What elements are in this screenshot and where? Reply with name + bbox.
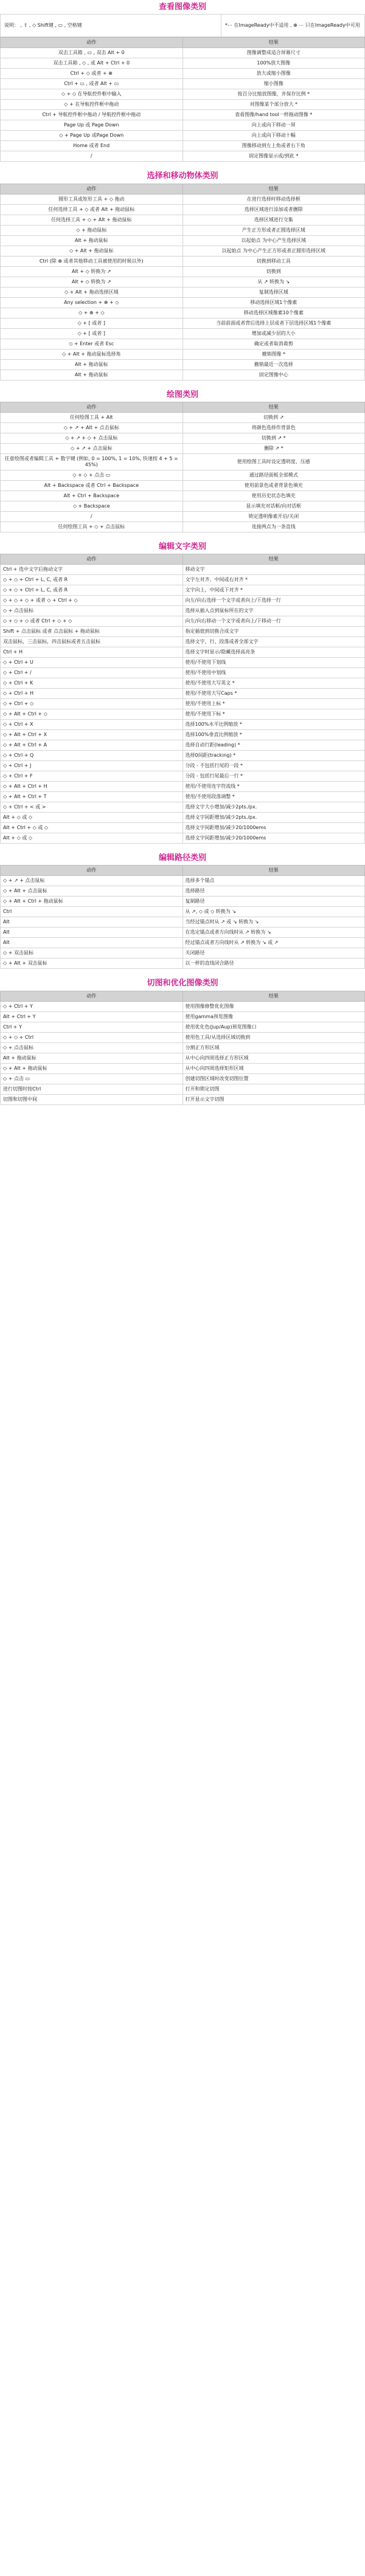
table-row [1,720,365,730]
result-cell: 选择100%水平比例缩放 * [182,720,365,730]
action-cell: 双击工具箱 , ◇ , 或 Alt + Ctrl + 0 [1,58,183,69]
action-cell: 双击工具箱 , ▭ , 双击 Alt + 0 [1,48,183,58]
result-cell: 使用/不使用中划线 [182,668,365,678]
result-cell: 从 ↗, ◇ 或 ◇ 转换为 ↘ [182,907,365,917]
action-cell: ◇ + [ 或者 ] [1,318,183,328]
table-row [1,58,365,69]
action-cell: 任何绘图工具 + ◇ + 点击鼠标 [1,522,183,532]
shortcut-table [0,554,365,844]
action-cell: 任何绘图工具 + Alt [1,412,183,422]
action-cell: Alt + 拖动鼠标 [1,1053,183,1063]
action-cell: Alt [1,917,183,928]
table-row [1,235,365,246]
result-cell: 向左/向右选择一个文字或者向上/下选择一行 [182,596,365,606]
section-gap [0,969,365,976]
table-row [1,647,365,658]
action-cell: ◇ + 点击鼠标 [1,606,183,616]
result-cell: 连接两点为一条直线 [182,522,365,532]
table-row [1,204,365,215]
action-cell: ◇ + ◇ + 点击 ▭ [1,470,183,480]
action-cell: ◇ + Ctrl + J [1,761,183,771]
action-cell: Alt + Ctrl + Y [1,1011,183,1022]
table-row [1,948,365,959]
action-cell: ◇ + ◇ + Ctrl [1,1032,183,1042]
section-title: 绘图类别 [166,390,198,399]
result-cell: 通过路径面板全部模式 [182,470,365,480]
action-cell: Alt + 拖动鼠标 [1,370,183,380]
result-cell: 产生正方形或者正圆选择区域 [182,225,365,235]
table-row [1,470,365,480]
result-cell: 分割正方形区域 [182,1042,365,1053]
column-header-result: 结果 [182,184,365,194]
section-title: 编辑文字类别 [158,542,206,551]
table-row [1,585,365,596]
action-cell: Alt + Ctrl + ◇ 或 ◇ [1,823,183,833]
table-row [1,876,365,886]
action-cell: 进行切图时按Ctrl [1,1084,183,1094]
action-cell: ◇ + ◇ + Ctrl + L, C, 或者 R [1,585,183,596]
action-cell: ◇ + 拖动鼠标 [1,225,183,235]
result-cell: 选择多个锚点 [182,876,365,886]
action-cell: 任意绘图或者编辑工具 + 数字键 (例如, 0 = 100%, 1 = 10%, 快速按 4 + 5 = 45%) [1,453,183,470]
column-header-result: 结果 [182,402,365,412]
section-gap [0,844,365,851]
action-cell: 切图和切图中间 [1,1094,183,1104]
table-row [1,318,365,328]
result-cell: 从 ↗ 转换为 ↘ [182,277,365,287]
table-row [1,1032,365,1042]
result-cell: 从中心向四周选择矩形区域 [182,1063,365,1073]
action-cell: ◇ + Ctrl + < 或 > [1,802,183,813]
table-row [1,1001,365,1011]
table-row [1,266,365,277]
action-cell: ◇ + 点击鼠标 [1,1042,183,1053]
column-header-action: 动作 [1,402,183,412]
result-cell: 以一样的直线闭合路径 [182,959,365,969]
table-row [1,802,365,813]
result-cell: 图像调整成适合屏幕尺寸 [182,48,365,58]
table-row [1,225,365,235]
shortcut-table [0,865,365,969]
action-cell: ◇ + 点击 ▭ [1,1073,183,1084]
result-cell: 使用优化色(Jup/Aup)预览图像口 [182,1022,365,1032]
section-gap [0,162,365,169]
action-cell: ◇ + Alt + Ctrl + T [1,792,183,802]
table-row [1,131,365,141]
column-header-action: 动作 [1,866,183,876]
table-row [1,308,365,318]
result-cell: 分段 - 包括行尾最后一行 * [182,771,365,782]
column-header-result: 结果 [182,38,365,48]
table-row [1,412,365,422]
action-cell: Shift + 点击鼠标 或者 点击鼠标 + 拖动鼠标 [1,627,183,637]
table-row [1,277,365,287]
result-cell: 指定插值到切换合成文字 [182,627,365,637]
result-cell: 100%放大图像 [182,58,365,69]
table-row [1,1073,365,1084]
action-cell: ◇ + Ctrl + F [1,771,183,782]
table-row [1,740,365,751]
table-row [1,938,365,948]
result-cell: 切换到移动工具 [182,256,365,266]
shortcut-reference-document [0,0,365,1112]
action-cell: Alt + ◇ 转换为 ↗ [1,266,183,277]
section-gap [0,381,365,388]
action-cell: Alt + Ctrl + Backspace [1,491,183,501]
result-cell: 选择文字间距增加/减少20/1000ems [182,823,365,833]
result-cell: 打开和锁定切图 [182,1084,365,1094]
column-header-action: 动作 [1,554,183,565]
result-cell: 使用绘图工具时设定透明度、压感 [182,453,365,470]
result-cell: 选择文字间距增加/减少20/1000ems [182,833,365,844]
result-cell: 使用/不使用大写Caps * [182,689,365,699]
result-cell: 经过锚点或者方向线时从 ↗ 转换为 ↘ 或 ↗ [182,938,365,948]
column-header-action: 动作 [1,184,183,194]
action-cell: Home 或者 End [1,141,183,151]
table-row [1,339,365,349]
table-row [1,110,365,120]
result-cell: 选择区域进行添加或者删除 [182,204,365,215]
section-title: 查看图像类别 [158,2,206,12]
action-cell: 双击鼠标，三击鼠标，四击鼠标或者五击鼠标 [1,637,183,647]
result-cell: 按百分比缩放图像，并保存比例 * [182,89,365,100]
table-row [1,443,365,453]
action-cell: ◇ + ⊕ + ◇ [1,308,183,318]
result-cell: 删除 ↗ * [182,443,365,453]
action-cell: ◇ + Alt + 双击鼠标 [1,959,183,969]
table-row [1,813,365,823]
result-cell: 当经过锚点时从 ↗ 或 ↘ 转换为 ↘ [182,917,365,928]
table-row [1,689,365,699]
table-row [1,1084,365,1094]
table-row [1,256,365,266]
table-row [1,349,365,359]
table-row [1,917,365,928]
table-row [1,606,365,616]
table-row [1,678,365,689]
result-cell: 选择自动行距(leading) * [182,740,365,751]
result-cell: 移动文字 [182,565,365,575]
action-cell: 任何选择工具 + ◇ + Alt + 拖动鼠标 [1,215,183,225]
table-row [1,141,365,151]
table-row [1,246,365,256]
result-cell: 文字左对齐、中间或右对齐 * [182,575,365,585]
action-cell: ◇ + Ctrl + X [1,720,183,730]
table-row [1,1042,365,1053]
action-cell: Ctrl [1,907,183,917]
action-cell: 任何选择工具 + ◇ 或者 Alt + 拖动鼠标 [1,204,183,215]
action-cell: Ctrl + 选中文字后拖动文字 [1,565,183,575]
result-cell: 切换到 ↗ * [182,433,365,443]
table-row [1,433,365,443]
result-cell: 选择从插入点到鼠标所在的文字 [182,606,365,616]
result-cell: 移动选择区域1个像素 [182,297,365,308]
table-row [1,359,365,370]
action-cell: / [1,151,183,162]
result-cell: 选择100%垂直比例缩放 * [182,730,365,740]
table-row [1,100,365,110]
result-cell: 增加或减少层的大小 [182,328,365,339]
table-row [1,792,365,802]
table-row [1,328,365,339]
result-cell: 在进行选择时移动选择框 [182,194,365,204]
action-cell: Alt [1,938,183,948]
result-cell: 关闭路径 [182,948,365,959]
action-cell: Alt + 拖动鼠标 [1,359,183,370]
result-cell: 固定图像显示或/到此 * [182,151,365,162]
shortcut-table [0,402,365,532]
action-cell: ◇ + Alt + Ctrl + H [1,782,183,792]
table-row [1,480,365,491]
table-row [1,897,365,907]
result-cell: 显示填充对话框/向对话框 [182,501,365,511]
table-row [1,709,365,720]
action-cell: Ctrl + ▭ , 或者 Alt + ▭ [1,79,183,89]
table-row [1,1063,365,1073]
result-cell: 撤销最近一次选择 [182,359,365,370]
result-cell: 以起始点 为中心产生选择区域 [182,235,365,246]
result-cell: 图像移动到左上角或者右下角 [182,141,365,151]
shortcut-table [0,991,365,1105]
table-row [1,1094,365,1104]
result-cell: 使用/不使用上标 * [182,699,365,709]
table-row [1,730,365,740]
column-header-result: 结果 [182,866,365,876]
table-row [1,1053,365,1063]
result-cell: 撤销图像 * [182,349,365,359]
action-cell: ◇ + 双击鼠标 [1,948,183,959]
action-cell: ◇ + Ctrl + K [1,678,183,689]
table-row [1,89,365,100]
result-cell: 向上或向下移动一屏 [182,120,365,131]
table-row [1,194,365,204]
action-cell: ◇ + Alt + 拖动选择区域 [1,287,183,297]
action-cell: ◇ + Ctrl + U [1,658,183,668]
table-row [1,79,365,89]
column-header-action: 动作 [1,38,183,48]
result-cell: 使用/不使用连字符流线 * [182,782,365,792]
action-cell: ◇ + Alt + Ctrl + ◇ [1,709,183,720]
action-cell: / [1,511,183,522]
result-cell: 向左/向右移动一个文字或者向上/下移动一行 [182,616,365,627]
action-cell: ◇ + ◇ + ◇ + 或者 ◇ + Ctrl + ◇ [1,596,183,606]
column-header-result: 结果 [182,991,365,1001]
action-cell: ◇ + ◇ 在导航控件框中输入 [1,89,183,100]
result-cell: 以起始点 为中心产生正方形或者正圆形选择区域 [182,246,365,256]
action-cell: Ctrl + H [1,647,183,658]
table-row [1,616,365,627]
table-row [1,297,365,308]
result-cell: 选择文字间距增加/减少2pts./px. [182,813,365,823]
action-cell: Alt [1,928,183,938]
table-row [1,491,365,501]
result-cell: 复制选择区域 [182,287,365,297]
action-cell: ◇ + Backspace [1,501,183,511]
result-cell: 选择0间距(tracking) * [182,751,365,761]
result-cell: 当前前面或者背后选择上层或者下层选择区域1个像素 [182,318,365,328]
result-cell: 选择文字、行、段落或者全部文字 [182,637,365,647]
table-row [1,761,365,771]
action-cell: ◇ + Alt + Ctrl + 拖动鼠标 [1,897,183,907]
table-row [1,699,365,709]
result-cell: 对图像某个部分放大 * [182,100,365,110]
action-cell: ◇ + ↗ + ◇ + 点击鼠标 [1,433,183,443]
table-row [1,370,365,380]
table-row [1,886,365,897]
table-row [1,69,365,79]
table-row [1,453,365,470]
action-cell: Alt + ◇ 或 ◇ [1,813,183,823]
table-row [1,658,365,668]
shortcut-table [0,37,365,162]
action-cell: ◇ + Page Up 或Page Down [1,131,183,141]
result-cell: 使用图像修整优化图像 [182,1001,365,1011]
table-row [1,823,365,833]
result-cell: 在选定锚点或者方向线时从 ↗ 转换为 ↘ [182,928,365,938]
result-cell: 确定或者取消裁剪 [182,339,365,349]
action-cell: ◇ + ◇ + Ctrl + L, C, 或者 R [1,575,183,585]
table-row [1,565,365,575]
table-row [1,422,365,433]
result-cell: 使用/不使用大写英文 * [182,678,365,689]
result-cell: 移动选择区域像素10个像素 [182,308,365,318]
table-row [1,751,365,761]
action-cell: ◇ + Ctrl + / [1,668,183,678]
action-cell: ◇ + 在导航控件框中拖动 [1,100,183,110]
result-cell: 使用历史状态色填充 [182,491,365,501]
action-cell: ◇ + Alt + 拖动鼠标选择角 [1,349,183,359]
section-gap [0,1105,365,1112]
legend-left-text: 说明： , ⇧ , ◇ Shift键 , ▭ , 空格键 [4,22,82,29]
table-row [1,637,365,647]
result-cell: 放大或缩小图像 [182,69,365,79]
table-row [1,596,365,606]
result-cell: 使用/不使用段落调整 * [182,792,365,802]
action-cell: ◇ + Ctrl + H [1,689,183,699]
result-cell: 查看图像/hand tool一样拖动图像 * [182,110,365,120]
action-cell: ◇ + ↗ + 点击鼠标 [1,876,183,886]
section-title: 编辑路径类别 [158,853,206,863]
result-cell: 创建切图区域时改变切图位置 [182,1073,365,1084]
action-cell: Alt + ◇ 或 ◇ [1,833,183,844]
result-cell: 分段 - 不包括行尾的一段 * [182,761,365,771]
action-cell: ◇ + Ctrl + Y [1,1001,183,1011]
action-cell: ◇ + Alt + 拖动鼠标 [1,246,183,256]
column-header-result: 结果 [182,554,365,565]
column-header-action: 动作 [1,991,183,1001]
action-cell: Ctrl + ◇ 或者 + ⊕ [1,69,183,79]
result-cell: 向上或向下移动十幅 [182,131,365,141]
result-cell: 复制路径 [182,897,365,907]
result-cell: 锁定透明像素开启/关闭 [182,511,365,522]
result-cell: 切换到 [182,266,365,277]
action-cell: Ctrl (除 ⊕ 或者其他移动工具被使用的时候以外) [1,256,183,266]
action-cell: Page Up 或 Page Down [1,120,183,131]
action-cell: ◇ + Alt + 点击鼠标 [1,886,183,897]
result-cell: 切换到 ↗ [182,412,365,422]
table-row [1,668,365,678]
result-cell: 使用gamma预览图像 [182,1011,365,1022]
result-cell: 使用/不使用下划线 [182,658,365,668]
result-cell: 将颜色选择作背景色 [182,422,365,433]
action-cell: ◇ + Alt + Ctrl + A [1,740,183,751]
table-row [1,959,365,969]
action-cell: ◇ + ↗ + Alt + 点击鼠标 [1,422,183,433]
action-cell: ◇ + Alt + Ctrl + X [1,730,183,740]
table-row [1,907,365,917]
section-title: 选择和移动物体类别 [147,171,218,181]
action-cell: ◇ + Ctrl + ◇ [1,699,183,709]
table-row [1,501,365,511]
table-row [1,928,365,938]
table-row [1,215,365,225]
action-cell: Alt + Backspace 或者 Ctrl + Backspace [1,480,183,491]
action-cell: ◇ + ↗ + 点击鼠标 [1,443,183,453]
action-cell: Ctrl + Y [1,1022,183,1032]
result-cell: 缩小图像 [182,79,365,89]
table-row [1,782,365,792]
section-title: 切图和优化图像类别 [147,979,218,988]
action-cell: 圆形工具或矩形工具 + ◇ 拖动 [1,194,183,204]
table-row [1,120,365,131]
legend-right-text: *⋯ 在ImageReady中不适用 , ⊕ ⋯ 只在ImageReady中可用 [221,15,361,36]
table-row [1,151,365,162]
table-row [1,287,365,297]
table-row [1,1011,365,1022]
action-cell: ◇ + Enter 或者 Esc [1,339,183,349]
action-cell: Ctrl + 导航控件框中拖动 / 导航控件框中拖动 [1,110,183,120]
result-cell: 固定图像中心 [182,370,365,380]
table-row [1,1022,365,1032]
action-cell: ◇ + [ 或者 ] [1,328,183,339]
table-row [1,833,365,844]
result-cell: 使用色工具/从选择区域切换到 [182,1032,365,1042]
table-row [1,511,365,522]
action-cell: Alt + ◇ 转换为 ↗ [1,277,183,287]
action-cell: Alt + 拖动鼠标 [1,235,183,246]
result-cell: 打开显示文字切图 [182,1094,365,1104]
result-cell: 选择路径 [182,886,365,897]
table-row [1,522,365,532]
table-row [1,627,365,637]
result-cell: 使用前景色或者背景色填充 [182,480,365,491]
result-cell: 选择文字大小增加/减少2pts./px. [182,802,365,813]
shortcut-table [0,184,365,381]
result-cell: 从中心向四周选择正方形区域 [182,1053,365,1063]
legend-box [0,14,365,37]
result-cell: 选择文字时显示/隐藏选择高亮条 [182,647,365,658]
action-cell: Any selection + ⊕ + ◇ [1,297,183,308]
result-cell: 使用/不使用下标 * [182,709,365,720]
action-cell: ◇ + Alt + 拖动鼠标 [1,1063,183,1073]
action-cell: ◇ + ◇ + ◇ 或者 Ctrl + ◇ + ◇ [1,616,183,627]
table-row [1,48,365,58]
table-row [1,771,365,782]
result-cell: 文字向上，中间或下对齐 * [182,585,365,596]
result-cell: 选择区域进行交集 [182,215,365,225]
action-cell: ◇ + Ctrl + Q [1,751,183,761]
table-row [1,575,365,585]
section-gap [0,532,365,540]
